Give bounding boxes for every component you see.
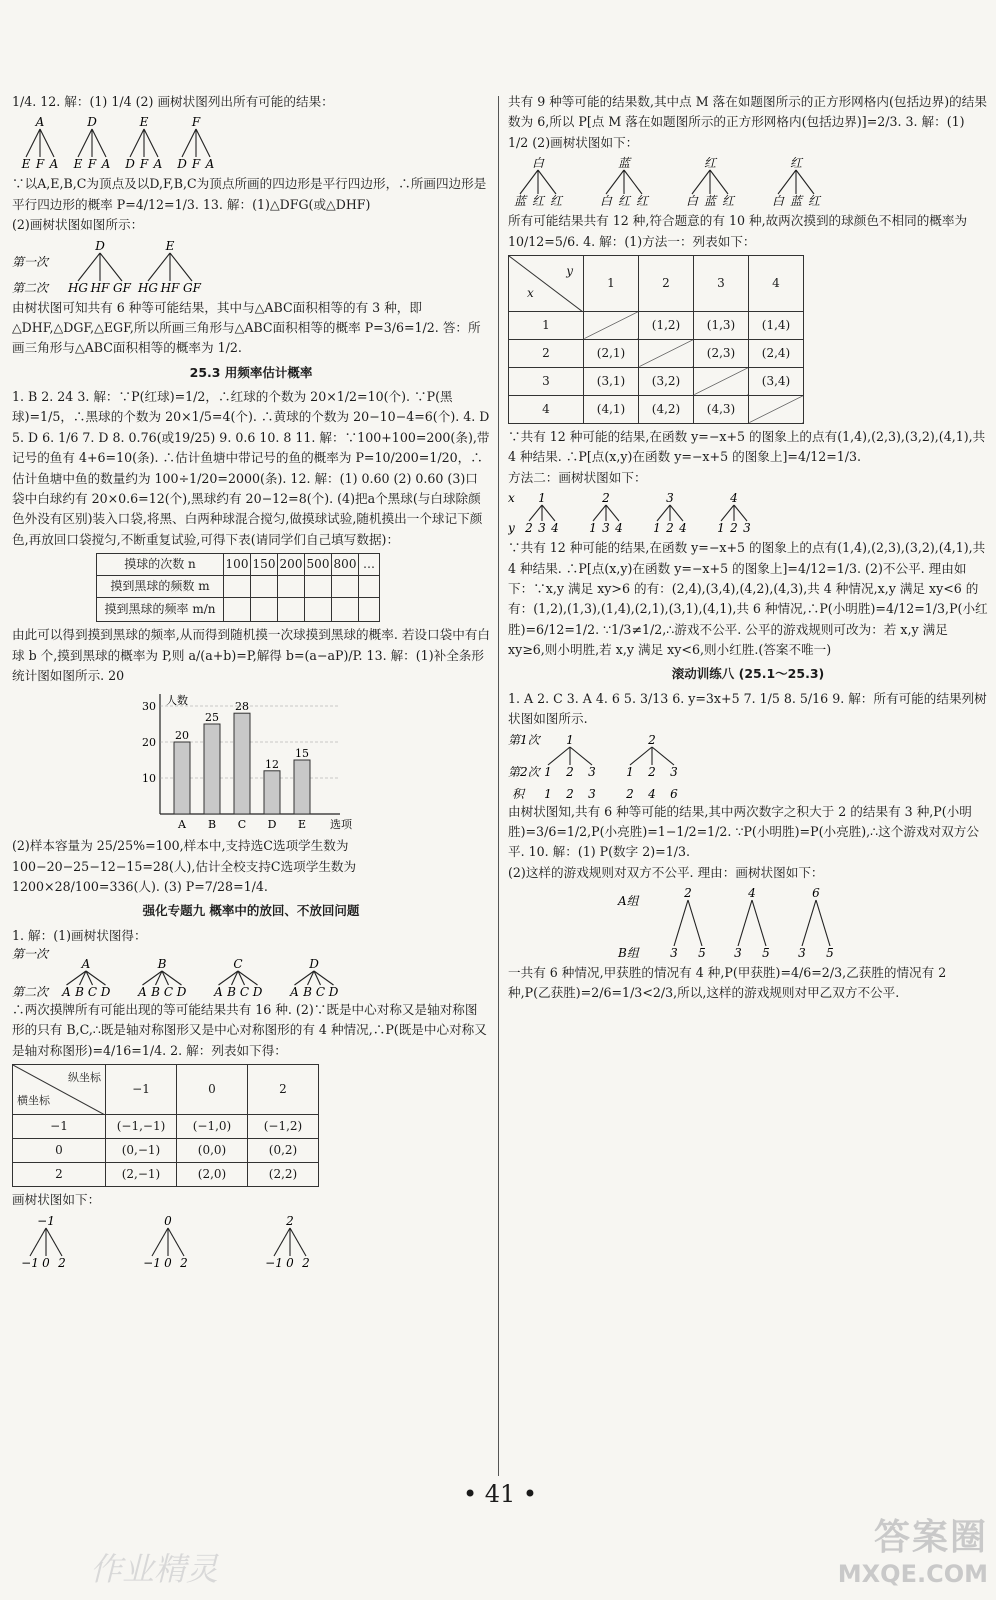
tree-branch <box>606 505 619 521</box>
tree-leaf-node: D <box>177 157 187 172</box>
tree-leaf-node: GF <box>183 280 201 295</box>
tree-root-node: 2 <box>602 491 610 506</box>
right-para-7: 由树状图知,共有 6 种等可能的结果,其中两次数字之积大于 2 的结果有 3 种,P(小明胜)=3/6=1/2,P(小亮胜)=1−1/2=1/2. ∵P(小明胜)=P(小亮胜),∴这个游戏对双方公平. 10. 解：(1) P(数字 2)=1/3. <box>508 803 979 860</box>
right-para-1: 共有 9 种等可能的结果数,其中点 M 落在如题图所示的正方形网格内(包括边界)的结果数为 6,所以 P[点 M 落在如题图所示的正方形网格内(包括边界)]=2/3. 3. 解：(1) 1/2 (2)画树状图如下： <box>508 94 987 150</box>
tree-leaf-node: 2 <box>730 521 738 536</box>
xy-cell <box>749 395 804 423</box>
left-para-4: 由树状图可知共有 6 种等可能结果，其中与△ABC面积相等的有 3 种，即△DHF,△DGF,△EGF,所以所画三角形与△ABC面积相等的概率 P=3/6=1/2. 答：所画三角形与△ABC面积相等的概率为 1/2. <box>12 299 481 356</box>
tree-branch <box>170 253 192 281</box>
tree-branch <box>26 129 40 157</box>
x-axis-label: 选项 <box>330 818 352 832</box>
corner-label-x: x <box>527 285 534 300</box>
tree-leaf-node: 1 <box>717 521 725 536</box>
tree-branch <box>802 900 816 946</box>
tree-branch <box>778 170 796 194</box>
freq-col: 150 <box>251 554 278 576</box>
tree-root-node: E <box>165 238 175 253</box>
tree-root-node: 4 <box>730 491 738 506</box>
tree-root-node: 蓝 <box>617 156 631 171</box>
tree-root-node: 1 <box>566 732 574 747</box>
tree-leaf-node: 蓝 <box>513 194 527 209</box>
tree-root-node: 6 <box>812 886 820 901</box>
tree-root-node: A <box>81 957 91 972</box>
xy-col-head: 2 <box>639 255 694 311</box>
y-tick-label: 20 <box>142 736 156 750</box>
tree-leaf-node: 5 <box>826 946 834 961</box>
tree-leaf-node: A <box>290 985 299 1000</box>
tree-branch <box>688 900 702 946</box>
tree-leaf-node: B <box>227 985 236 1000</box>
tree-diagram-5 <box>508 153 988 211</box>
xy-cell: (4,3) <box>694 395 749 423</box>
xy-cell: (1,2) <box>639 311 694 339</box>
tree-branch <box>148 253 170 281</box>
xy-cell: (4,1) <box>584 395 639 423</box>
coord-col-head: −1 <box>106 1065 177 1115</box>
tree-leaf-node: 2 <box>648 764 656 779</box>
coord-cell: (0,−1) <box>106 1139 177 1163</box>
tree-leaf-node: 5 <box>762 946 770 961</box>
tree-branch <box>738 900 752 946</box>
bar-value-label: 20 <box>175 729 189 743</box>
tree-branch <box>710 170 728 194</box>
tree-leaf-node: −1 <box>21 1255 39 1270</box>
tree-product-node: 1 <box>544 786 552 801</box>
left-para-10: 画树状图如下： <box>12 1192 101 1208</box>
tree-leaf-node: 3 <box>798 946 806 961</box>
site-watermark <box>838 1509 988 1588</box>
xy-cell: (4,2) <box>639 395 694 423</box>
tree-diagram-7 <box>508 730 988 802</box>
tree-leaf-node: D <box>100 985 111 1000</box>
freq-cell <box>251 598 278 622</box>
tree-branch <box>570 747 592 765</box>
tree-branch <box>152 1228 168 1256</box>
tree-root-node: 红 <box>703 156 717 171</box>
right-column <box>508 92 988 1004</box>
left-column <box>12 92 490 1273</box>
xy-table <box>508 255 804 424</box>
coord-col-head: 0 <box>177 1065 248 1115</box>
tree-leaf-node: 白 <box>771 194 785 209</box>
tree-branch <box>548 747 570 765</box>
tree-branch <box>796 170 814 194</box>
tree-branch <box>196 129 210 157</box>
section-title-25-3: 25.3 用频率估计概率 <box>189 364 313 380</box>
tree-leaf-node: B <box>151 985 160 1000</box>
tree-root-node: A <box>35 115 45 130</box>
tree-leaf-node: 4 <box>679 521 687 536</box>
right-para-9: 一共有 6 种情况,甲获胜的情况有 4 种,P(甲获胜)=4/6=2/3,乙获胜的情况有 2 种,P(乙获胜)=2/6=1/3<2/3,所以,这样的游戏规则对甲乙双方不公平. <box>508 965 947 1001</box>
tree-leaf-node: 红 <box>531 194 545 209</box>
tree-diagram-4 <box>12 1211 490 1273</box>
tree-leaf-node: A <box>153 157 163 172</box>
tree-leaf-node: 4 <box>551 521 559 536</box>
tree-root-node: 白 <box>531 156 545 171</box>
freq-col: 800 <box>332 554 359 576</box>
tree-root-node: −1 <box>37 1213 55 1228</box>
tree-branch <box>593 505 606 521</box>
section-title-special-9: 强化专题九 概率中的放回、不放回问题 <box>142 903 360 919</box>
tree-leaf-node: C <box>87 985 98 1000</box>
coord-corner <box>13 1065 106 1115</box>
tree-branch <box>144 129 158 157</box>
tree-leaf-node: HG <box>137 280 159 295</box>
left-para-7: (2)样本容量为 25/25%=100,样本中,支持选C选项学生数为 100−20−25−12−15=28(人),估计全校支持C选项学生数为 1200×28/100=336(人). (3) P=7/28=1/4. <box>12 838 357 895</box>
tree-label-second: 第二次 <box>12 985 49 1000</box>
tree-branch <box>182 129 196 157</box>
tree-branch <box>734 505 747 521</box>
freq-cell <box>305 598 332 622</box>
y-axis-label: 人数 <box>166 694 188 708</box>
x-tick-label: B <box>207 818 217 832</box>
coord-cell: (−1,0) <box>177 1115 248 1139</box>
tree-branch <box>538 170 556 194</box>
coord-row-head: −1 <box>13 1115 106 1139</box>
tree-label-first: 第一次 <box>12 947 49 962</box>
tree-leaf-node: D <box>176 985 187 1000</box>
tree-leaf-node: HF <box>160 280 180 295</box>
freq-cell <box>251 576 278 598</box>
tree-leaf-node: 白 <box>599 194 613 209</box>
x-tick-label: C <box>237 818 247 832</box>
tree-branch <box>752 900 766 946</box>
left-para-3: (2)画树状图如图所示： <box>12 217 144 233</box>
tree-branch <box>529 505 542 521</box>
tree-branch <box>100 253 122 281</box>
tree-label-first: 第1次 <box>508 732 540 747</box>
frequency-table <box>96 553 380 622</box>
tree-leaf-node: 4 <box>615 521 623 536</box>
coord-cell: (2,2) <box>248 1163 319 1187</box>
tree-leaf-node: D <box>328 985 339 1000</box>
tree-group-b: B组 <box>618 946 639 961</box>
tree-leaf-node: 0 <box>286 1255 294 1270</box>
coord-col-head: 2 <box>248 1065 319 1115</box>
tree-branch <box>816 900 830 946</box>
tree-leaf-node: 3 <box>538 521 546 536</box>
xy-row-head: 2 <box>509 339 584 367</box>
page-number: • 41 • <box>462 1480 538 1508</box>
right-para-5: ∵共有 12 种可能的结果,在函数 y=−x+5 的图象上的点有(1,4),(2,3),(3,2),(4,1),共 4 种结果. ∴P[点(x,y)在函数 y=−x+5 的图象上]=4/12=1/3. (2)不公平. 理由如下：∵x,y 满足 xy>6 的有：(2,4),(3,4),(4,2),(4,3),共 4 种情况,x,y 满足 xy<6 的有：(1,2),(1,3),(1,4),(2,1),(3,1),(4,1),共 6 种情况,∴P(小明胜)=4/12=1/3,P(小红胜)=6/12=1/2. ∵1/3≠1/2,∴游戏不公平. 公平的游戏规则可改为：若 x,y 满足 xy≥6,则小明胜,若 x,y 满足 xy<6,则小红胜.(答案不唯一) <box>508 540 988 658</box>
tree-leaf-node: 白 <box>685 194 699 209</box>
corner-label-top: 纵坐标 <box>68 1071 101 1085</box>
tree-leaf-node: 3 <box>743 521 751 536</box>
coord-cell: (0,0) <box>177 1139 248 1163</box>
left-para-1: 1/4. 12. 解：(1) 1/4 (2) 画树状图列出所有可能的结果： <box>12 94 334 109</box>
right-para-2: 所有可能结果共有 12 种,符合题意的有 10 种,故两次摸到的球颜色不相同的概率为 10/12=5/6. 4. 解：(1)方法一：列表如下： <box>508 213 968 249</box>
column-divider <box>498 96 499 1476</box>
tree-root-node: C <box>233 957 243 972</box>
tree-leaf-node: 蓝 <box>703 194 717 209</box>
tree-root-node: F <box>191 115 201 130</box>
tree-group-a: A组 <box>618 894 639 909</box>
right-para-3: ∵共有 12 种可能的结果,在函数 y=−x+5 的图象上的点有(1,4),(2,3),(3,2),(4,1),共 4 种结果. ∴P[点(x,y)在函数 y=−x+5 的图象上]=4/12=1/3. <box>508 428 986 465</box>
tree-root-node: 2 <box>684 886 692 901</box>
tree-branch <box>520 170 538 194</box>
tree-diagram-6 <box>508 488 988 538</box>
tree-leaf-node: 红 <box>617 194 631 209</box>
tree-leaf-node: F <box>35 157 45 172</box>
tree-leaf-node: 红 <box>807 194 821 209</box>
tree-axis-x: x <box>508 491 515 506</box>
freq-col: 500 <box>305 554 332 576</box>
tree-diagram-1 <box>12 112 490 174</box>
xy-cell: (3,4) <box>749 367 804 395</box>
coord-row-head: 0 <box>13 1139 106 1163</box>
stamp-watermark: 作业精灵 <box>90 1550 219 1588</box>
tree-leaf-node: A <box>214 985 223 1000</box>
tree-leaf-node: A <box>205 157 215 172</box>
freq-col: 100 <box>224 554 251 576</box>
tree-leaf-node: HG <box>67 280 89 295</box>
freq-row-label: 摸球的次数 n <box>97 554 224 576</box>
tree-leaf-node: 1 <box>544 764 552 779</box>
tree-leaf-node: A <box>138 985 147 1000</box>
xy-cell <box>694 367 749 395</box>
tree-branch <box>606 170 624 194</box>
tree-leaf-node: C <box>239 985 250 1000</box>
watermark-brand: 答案圈 <box>873 1517 988 1558</box>
bar-E <box>294 760 310 814</box>
tree-branch <box>78 253 100 281</box>
tree-product-node: 2 <box>626 786 634 801</box>
tree-branch <box>721 505 734 521</box>
left-para-5: 1. B 2. 24 3. 解：∵P(红球)=1/2，∴红球的个数为 20×1/2=10(个). ∵P(黑球)=1/5，∴黑球的个数为 20×1/5=4(个). ∴黄球的个数为 20−10−4=6(个). 4. D 5. D 6. 1/6 7. D 8. 0.76(或19/25) 9. 0.6 10. 8 11. 解：∵100+100=200(条),带记号的鱼有 4+6=10(条). ∴估计鱼塘中带记号的鱼的概率为 P=10/200=1/20，∴估计鱼塘中鱼的数量约为 100÷1/20=2000(条). 12. 解：(1) 0.60 (2) 0.60 (3)口袋中白球约有 20×0.6=12(个),黑球约有 20−12=8(个). (4)把a个黑球(与白球除颜色外没有区别)装入口袋,将黑、白两种球混合搅匀,做摸球试验,随机摸出一个球记下颜色,再放回口袋搅匀,不断重复试验,可得下表(请同学们自己填写数据)： <box>12 388 490 547</box>
tree-diagram-2 <box>12 236 490 298</box>
freq-cell <box>332 576 359 598</box>
tree-leaf-node: A <box>49 157 59 172</box>
right-para-8: (2)这样的游戏规则对双方不公平. 理由：画树状图如下： <box>508 864 824 880</box>
tree-leaf-node: E <box>21 157 31 172</box>
tree-leaf-node: 0 <box>42 1255 50 1270</box>
tree-branch <box>674 900 688 946</box>
tree-leaf-node: 蓝 <box>789 194 803 209</box>
tree-leaf-node: HF <box>90 280 110 295</box>
x-tick-label: E <box>297 818 307 832</box>
bar-A <box>174 742 190 814</box>
tree-leaf-node: 2 <box>302 1255 310 1270</box>
tree-leaf-node: GF <box>113 280 131 295</box>
xy-cell: (1,4) <box>749 311 804 339</box>
tree-label-second: 第2次 <box>508 764 540 779</box>
freq-row-label: 摸到黑球的频率 m/n <box>97 598 224 622</box>
xy-corner <box>509 255 584 311</box>
tree-diagram-3 <box>12 946 490 1000</box>
tree-root-node: 2 <box>648 732 656 747</box>
bar-B <box>204 724 220 814</box>
bar-chart <box>12 686 490 836</box>
tree-leaf-node: 1 <box>589 521 597 536</box>
tree-leaf-node: 2 <box>525 521 533 536</box>
tree-root-node: 3 <box>666 491 674 506</box>
tree-root-node: 红 <box>789 156 803 171</box>
tree-leaf-node: B <box>303 985 312 1000</box>
tree-branch <box>46 1228 62 1256</box>
tree-product-node: 2 <box>566 786 574 801</box>
left-para-9: ∴两次摸牌所有可能出现的等可能结果共有 16 种. (2)∵既是中心对称又是轴对称图形的只有 B,C,∴既是轴对称图形又是中心对称图形的有 4 种情况,∴P(既是中心对称又是轴对称图形)=4/16=1/4. 2. 解：列表如下得： <box>12 1002 487 1058</box>
tree-product-node: 6 <box>670 786 678 801</box>
xy-col-head: 4 <box>749 255 804 311</box>
xy-col-head: 1 <box>584 255 639 311</box>
x-tick-label: A <box>178 818 186 832</box>
tree-leaf-node: 红 <box>721 194 735 209</box>
tree-branch <box>30 1228 46 1256</box>
xy-row-head: 4 <box>509 395 584 423</box>
xy-cell: (3,2) <box>639 367 694 395</box>
coord-row-head: 2 <box>13 1163 106 1187</box>
y-tick-label: 30 <box>142 700 156 714</box>
tree-axis-y: y <box>508 521 515 536</box>
tree-leaf-node: C <box>163 985 174 1000</box>
tree-leaf-node: 0 <box>164 1255 172 1270</box>
tree-leaf-node: F <box>87 157 97 172</box>
freq-col: … <box>359 554 380 576</box>
tree-label-second: 第二次 <box>12 280 49 295</box>
tree-leaf-node: 2 <box>58 1255 66 1270</box>
tree-branch <box>542 505 555 521</box>
bar-D <box>264 771 280 814</box>
tree-root-node: 2 <box>286 1213 294 1228</box>
bar-C <box>234 713 250 814</box>
tree-leaf-node: 3 <box>670 764 678 779</box>
xy-cell: (1,3) <box>694 311 749 339</box>
tree-label-product: 积 <box>512 786 525 801</box>
x-tick-label: D <box>267 818 277 832</box>
tree-branch <box>692 170 710 194</box>
bar-value-label: 25 <box>205 711 219 725</box>
tree-branch <box>657 505 670 521</box>
tree-leaf-node: 2 <box>180 1255 188 1270</box>
tree-leaf-node: B <box>75 985 84 1000</box>
freq-cell <box>278 598 305 622</box>
freq-row-label: 摸到黑球的频数 m <box>97 576 224 598</box>
tree-leaf-node: F <box>139 157 149 172</box>
tree-leaf-node: 2 <box>566 764 574 779</box>
coord-cell: (−1,−1) <box>106 1115 177 1139</box>
tree-root-node: B <box>157 957 167 972</box>
tree-leaf-node: 3 <box>588 764 596 779</box>
tree-leaf-node: 红 <box>549 194 563 209</box>
corner-label-bottom: 横坐标 <box>17 1094 50 1108</box>
coord-cell: (2,−1) <box>106 1163 177 1187</box>
freq-cell <box>305 576 332 598</box>
tree-leaf-node: 1 <box>653 521 661 536</box>
corner-label-y: y <box>566 263 573 278</box>
freq-cell <box>332 598 359 622</box>
tree-branch <box>78 129 92 157</box>
tree-root-node: D <box>95 238 105 253</box>
watermark-site: MXQE.COM <box>837 1560 988 1588</box>
tree-product-node: 3 <box>588 786 596 801</box>
tree-branch <box>670 505 683 521</box>
tree-leaf-node: F <box>191 157 201 172</box>
xy-cell: (2,1) <box>584 339 639 367</box>
xy-col-head: 3 <box>694 255 749 311</box>
tree-branch <box>92 129 106 157</box>
tree-root-node: D <box>87 115 97 130</box>
tree-root-node: 1 <box>538 491 546 506</box>
coordinate-table <box>12 1064 319 1187</box>
freq-cell <box>224 576 251 598</box>
tree-leaf-node: E <box>73 157 83 172</box>
tree-branch <box>630 747 652 765</box>
tree-root-node: 4 <box>748 886 756 901</box>
tree-root-node: D <box>309 957 319 972</box>
y-tick-label: 10 <box>142 772 156 786</box>
left-para-6: 由此可以得到摸到黑球的频率,从而得到随机摸一次球摸到黑球的概率. 若设口袋中有白球 b 个,摸到黑球的概率为 P,则 a/(a+b)=P,解得 b=(a−aP)/P. 13. 解：(1)补全条形统计图如图所示. 20 <box>12 627 490 683</box>
bar-value-label: 12 <box>265 758 279 772</box>
left-para-2: ∵以A,E,B,C为顶点及以D,F,B,C为顶点所画的四边形是平行四边形，∴所画四边形是平行四边形的概率 P=4/12=1/3. 13. 解：(1)△DFG(或△DHF) <box>12 176 487 212</box>
tree-branch <box>652 747 674 765</box>
xy-cell: (2,3) <box>694 339 749 367</box>
tree-leaf-node: A <box>62 985 71 1000</box>
tree-leaf-node: 1 <box>626 764 634 779</box>
tree-leaf-node: D <box>252 985 263 1000</box>
right-para-4: 方法二：画树状图如下： <box>508 469 647 485</box>
xy-row-head: 1 <box>509 311 584 339</box>
tree-leaf-node: 3 <box>734 946 742 961</box>
bar-value-label: 28 <box>235 700 249 714</box>
tree-leaf-node: −1 <box>265 1255 283 1270</box>
freq-cell <box>359 598 380 622</box>
tree-product-node: 4 <box>648 786 656 801</box>
tree-branch <box>168 1228 184 1256</box>
coord-cell: (−1,2) <box>248 1115 319 1139</box>
tree-leaf-node: C <box>315 985 326 1000</box>
freq-cell <box>224 598 251 622</box>
freq-cell <box>359 576 380 598</box>
tree-leaf-node: 5 <box>698 946 706 961</box>
tree-leaf-node: −1 <box>143 1255 161 1270</box>
tree-leaf-node: D <box>125 157 135 172</box>
tree-root-node: 0 <box>164 1213 172 1228</box>
tree-label-first: 第一次 <box>12 254 49 269</box>
tree-leaf-node: 2 <box>666 521 674 536</box>
tree-leaf-node: 红 <box>635 194 649 209</box>
bar-value-label: 15 <box>295 747 309 761</box>
right-para-6: 1. A 2. C 3. A 4. 6 5. 3/13 6. y=3x+5 7. 1/5 8. 5/16 9. 解：所有可能的结果列树状图如图所示. <box>508 690 987 727</box>
tree-leaf-node: A <box>101 157 111 172</box>
tree-branch <box>624 170 642 194</box>
coord-cell: (0,2) <box>248 1139 319 1163</box>
tree-leaf-node: 3 <box>670 946 678 961</box>
xy-cell <box>639 339 694 367</box>
xy-cell <box>584 311 639 339</box>
tree-branch <box>130 129 144 157</box>
tree-diagram-8 <box>508 883 988 963</box>
tree-leaf-node: 3 <box>602 521 610 536</box>
freq-col: 200 <box>278 554 305 576</box>
tree-branch <box>274 1228 290 1256</box>
xy-cell: (3,1) <box>584 367 639 395</box>
section-title-rolling-8: 滚动训练八 (25.1～25.3) <box>671 666 825 682</box>
xy-row-head: 3 <box>509 367 584 395</box>
left-para-8: 1. 解：(1)画树状图得： <box>12 927 147 943</box>
xy-cell: (2,4) <box>749 339 804 367</box>
tree-branch <box>40 129 54 157</box>
freq-cell <box>278 576 305 598</box>
tree-branch <box>290 1228 306 1256</box>
tree-root-node: E <box>139 115 149 130</box>
coord-cell: (2,0) <box>177 1163 248 1187</box>
